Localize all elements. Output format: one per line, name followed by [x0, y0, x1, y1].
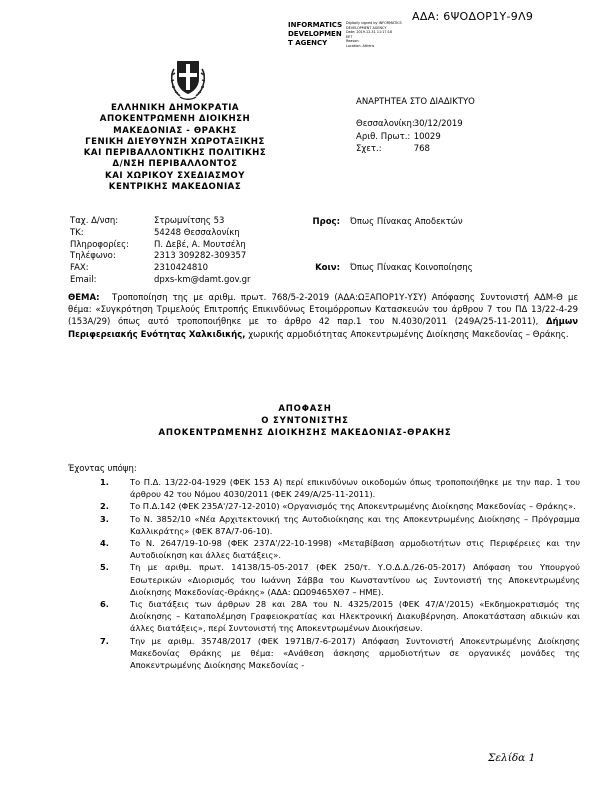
recipients-cc-label: Κοιν:: [315, 263, 340, 273]
contact-label: Email:: [70, 274, 97, 285]
list-item-text: Το Π.Δ. 13/22-04-1929 (ΦΕΚ 153 Α) περί επικινδύνων οικοδομών όπως τροποποιήθηκε με την παρ. 1 του άρθρου 42 του Νόμου 4030/2011 (ΦΕΚ 249/Α/25-11-2011).: [130, 477, 580, 500]
page-number: Σελίδα 1: [488, 752, 536, 764]
list-item-number: 1.: [100, 477, 109, 487]
decision-line: ΑΠΟΦΑΣΗ: [278, 404, 332, 414]
greek-coat-of-arms-icon: [166, 55, 210, 101]
issuer-line: ΑΠΟΚΕΝΤΡΩΜΕΝΗ ΔΙΟΙΚΗΣΗ: [99, 114, 251, 125]
list-item: [100, 561, 580, 598]
meta-value: 30/12/2019: [413, 119, 463, 129]
meta-value: 10029: [413, 131, 441, 142]
contact-value: 2310424810: [154, 263, 209, 274]
list-item: [100, 598, 580, 635]
issuer-line: ΚΑΙ ΧΩΡΙΚΟΥ ΣΧΕΔΙΑΣΜΟΥ: [105, 170, 245, 181]
list-item-number: 2.: [100, 501, 109, 512]
list-item: [100, 500, 580, 512]
list-item-text: Την με αριθμ. 35748/2017 (ΦΕΚ 1971Β/7-6-2017) Απόφαση Συντονιστή Αποκεντρωμένης Διοίκησης Μακεδονίας Θράκης με θέμα: «Ανάθεση άσκησης αρμοδιοτήτων σε οργανικές μονάδες της Αποκεντρωμένης Διοίκησης Μακεδονίας -: [130, 635, 580, 671]
issuer-line: ΚΕΝΤΡΙΚΗΣ ΜΑΚΕΔΟΝΙΑΣ: [108, 182, 242, 193]
decision-line: Ο ΣΥΝΤΟΝΙΣΤΗΣ: [261, 416, 349, 426]
subject-text-part2: χωρικής αρμοδιότητας Αποκεντρωμένης Διοίκησης Μακεδονίας – Θράκης.: [248, 329, 569, 340]
contact-label: Πληροφορίες:: [70, 239, 129, 250]
contact-label: FAX:: [70, 263, 89, 274]
subject-text-bold: Δήμων Περιφερειακής Ενότητας Χαλκιδικής,: [68, 317, 578, 340]
subject-block: [68, 292, 578, 341]
recipients-to-value: Όπως Πίνακας Αποδεκτών: [350, 217, 463, 227]
list-item-number: 3.: [100, 513, 109, 524]
list-item-number: 4.: [100, 538, 109, 549]
issuer-line: ΚΑΙ ΠΕΡΙΒΑΛΛΟΝΤΙΚΗΣ ΠΟΛΙΤΙΚΗΣ: [83, 148, 267, 159]
meta-label: Αριθ. Πρωτ.:: [356, 131, 411, 142]
issuer-line: Δ/ΝΣΗ ΠΕΡΙΒΑΛΛΟΝΤΟΣ: [112, 159, 238, 170]
recipients-cc: [296, 263, 473, 273]
contact-value: 54248 Θεσσαλονίκη: [154, 227, 240, 238]
subject-text: [68, 292, 578, 341]
considerations-list: [100, 476, 580, 671]
recipients-to: [296, 217, 463, 227]
issuer-line: ΓΕΝΙΚΗ ΔΙΕΥΘΥΝΣΗ ΧΩΡΟΤΑΞΙΚΗΣ: [85, 136, 265, 147]
contact-email-link[interactable]: dpxs-km@damt.gov.gr: [154, 274, 251, 285]
contact-value: Στρωμνίτσης 53: [154, 216, 225, 226]
signature-detail-line: Location: Athens: [346, 43, 375, 48]
signature-detail-line: Reason:: [346, 39, 360, 44]
list-item-text: Το Π.Δ.142 (ΦΕΚ 235Α'/27-12-2010) «Οργανισμός της Αποκεντρωμένης Διοίκησης Μακεδονίας – Θράκης».: [130, 501, 576, 512]
contact-block: [70, 216, 251, 287]
signature-detail-line: EET: [346, 34, 353, 39]
contact-value: 2313 309282-309357: [154, 251, 247, 262]
considerations-intro: Έχοντας υπόψη:: [68, 464, 137, 474]
recipients-cc-value: Όπως Πίνακας Κοινοποίησης: [350, 263, 473, 273]
meta-label: Σχετ.:: [356, 144, 382, 154]
meta-row-date: [356, 118, 463, 131]
signature-detail-line: Digitally signed by INFORMATICS: [346, 21, 402, 25]
list-item: [100, 537, 580, 561]
contact-row-address: [70, 216, 251, 228]
meta-label: Θεσσαλονίκη:: [356, 119, 415, 129]
digital-signature-label: [288, 21, 342, 48]
contact-row-info: [70, 240, 251, 252]
contact-value: Π. Δεβέ, Α. Μουτσέλη: [154, 239, 246, 250]
contact-row-phone: [70, 251, 251, 263]
contact-row-postcode: [70, 228, 251, 240]
contact-row-email: [70, 275, 251, 287]
signature-detail-line: DEVELOPMENT AGENCY: [346, 25, 387, 30]
signature-label-line: T AGENCY: [288, 39, 328, 47]
list-item: [100, 635, 580, 672]
decision-heading: [100, 403, 510, 439]
decision-line: ΑΠΟΚΕΝΤΡΩΜΕΝΗΣ ΔΙΟΙΚΗΣΗΣ ΜΑΚΕΔΟΝΙΑΣ-ΘΡΑΚΗΣ: [158, 428, 452, 438]
meta-row-protocol: [356, 131, 463, 144]
list-item-text: Το Ν. 3852/10 «Νέα Αρχιτεκτονική της Αυτοδιοίκησης και της Αποκεντρωμένης Διοίκησης – Πρόγραμμα Καλλικράτης» (ΦΕΚ 87Α/7-06-10).: [130, 513, 580, 536]
contact-row-fax: [70, 263, 251, 275]
document-meta: [356, 118, 463, 156]
signature-label-line: INFORMATICS: [288, 21, 343, 29]
list-item-number: 6.: [100, 599, 109, 610]
signature-label-line: DEVELOPMEN: [288, 30, 342, 38]
subject-label: ΘΕΜΑ:: [68, 293, 100, 303]
contact-label: Τηλέφωνο:: [70, 251, 116, 262]
digital-signature-detail: [346, 21, 416, 49]
list-item-text: Το Ν. 2647/19-10-98 (ΦΕΚ 237Α'/22-10-1998) «Μεταβίβαση αρμοδιοτήτων στις Περιφέρειες και την Αυτοδιοίκηση και άλλες διατάξεις».: [130, 538, 580, 561]
issuer-line: ΕΛΛΗΝΙΚΗ ΔΗΜΟΚΡΑΤΙΑ: [110, 103, 240, 113]
meta-row-related: [356, 143, 463, 156]
subject-text-part1: Τροποποίηση της με αριθμ. πρωτ. 768/5-2-2019 (ΑΔΑ:ΩΞΑΠΟΡ1Υ-ΥΣΥ) Απόφασης Συντονιστή ΑΔΜ-Θ με θέμα: «Συγκρότηση Τριμελούς Επιτροπής Επικινδύνως Ετοιμόρροπων Κατασκευών του άρθρου 7 του ΠΔ 13/22-4-29 (153Α/29) όπως αυτό τροποποιήθηκε με το άρθρο 42 παρ.1 του Ν.4030/2011 (249Α/25-11-2011),: [68, 293, 578, 328]
posting-note: ΑΝΑΡΤΗΤΕΑ ΣΤΟ ΔΙΑΔΙΚΤΥΟ: [356, 97, 475, 107]
contact-label: Ταχ. Δ/νση:: [70, 216, 119, 226]
list-item-number: 7.: [100, 635, 109, 646]
list-item: [100, 476, 580, 500]
recipients-to-label: Προς:: [312, 217, 340, 227]
signature-detail-line: Date: 2019.12.31 11:17:18: [346, 30, 393, 35]
issuer-line: ΜΑΚΕΔΟΝΙΑΣ - ΘΡΑΚΗΣ: [113, 125, 237, 136]
list-item: [100, 513, 580, 537]
list-item-text: Τη με αριθμ. πρωτ. 14138/15-05-2017 (ΦΕΚ 250/τ. Υ.Ο.Δ.Δ./26-05-2017) Απόφαση του Υπουργού Εσωτερικών «Διορισμός του Ιωάννη Σάββα του Κωνσταντίνου ως Συντονιστή της Αποκεντρωμένης Διοίκησης Μακεδονίας-Θράκης» (ΑΔΑ: ΩΩ09465ΧΘ7 – ΗΜΕ).: [130, 562, 580, 597]
meta-value: 768: [413, 144, 430, 154]
list-item-number: 5.: [100, 562, 109, 573]
ada-code: ΑΔΑ: 6ΨΟΔΟΡ1Υ-9Λ9: [412, 10, 534, 23]
contact-label: ΤΚ:: [70, 227, 84, 238]
list-item-text: Τις διατάξεις των άρθρων 28 και 28Α του Ν. 4325/2015 (ΦΕΚ 47/Α'/2015) «Εκδημοκρατισμός της Διοίκησης – Καταπολέμηση Γραφειοκρατίας και Ηλεκτρονική Διακυβέρνηση. Αποκατάσταση αδικιών και άλλες διατάξεις», περί Συντονιστή της Αποκεντρωμένων Διοικήσεων.: [130, 599, 580, 634]
issuer-block: [40, 103, 310, 193]
